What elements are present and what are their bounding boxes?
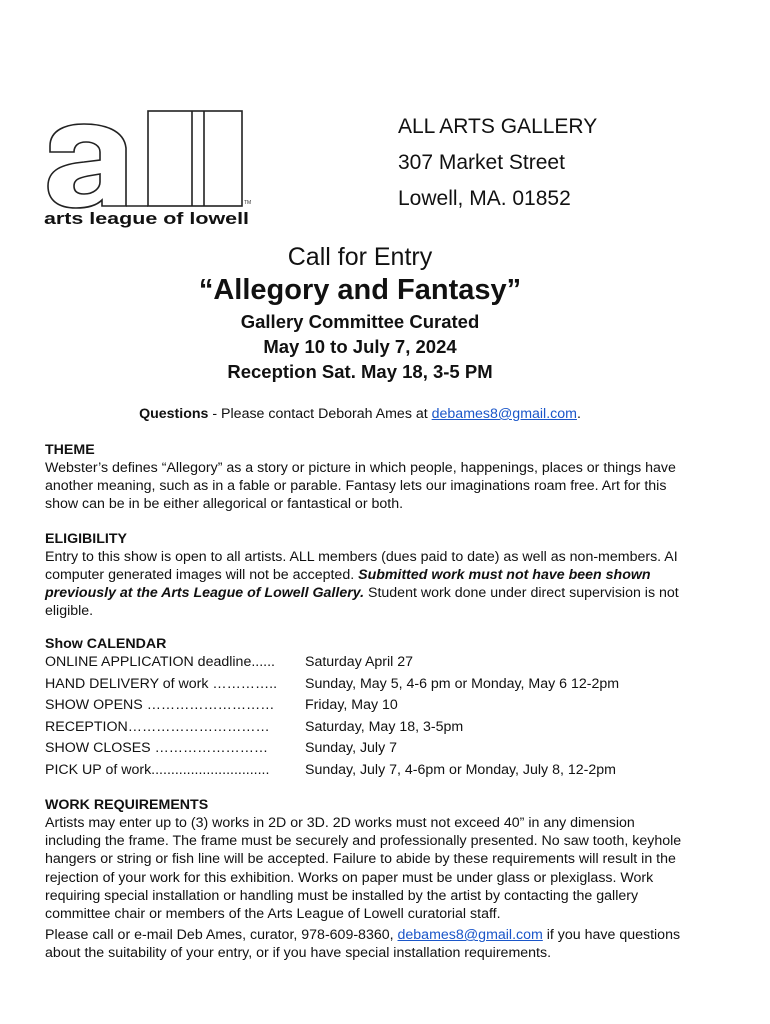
- calendar-value: Sunday, July 7: [305, 740, 398, 756]
- contact-email-link[interactable]: debames8@gmail.com: [431, 406, 577, 422]
- calendar-label: RECEPTION…………………………: [45, 719, 270, 735]
- eligibility-line: eligible.: [45, 603, 94, 619]
- eligibility-line: Entry to this show is open to all artists. ALL members (dues paid to date) as well as non-members. AI: [45, 549, 678, 565]
- calendar-label: ONLINE APPLICATION deadline......: [45, 654, 275, 670]
- theme-line: another meaning, such as in a fable or parable. Fantasy lets our imaginations roam free. Art for this: [45, 478, 667, 494]
- contact-text: Please call or e-mail Deb Ames, curator, 978-609-8360,: [45, 927, 398, 943]
- city-address: Lowell, MA. 01852: [398, 187, 571, 210]
- work-line: Artists may enter up to (3) works in 2D or 3D. 2D works must not exceed 40” in any dimension: [45, 815, 635, 831]
- theme-heading: THEME: [45, 442, 95, 458]
- eligibility-line: [45, 584, 679, 602]
- calendar-label: PICK UP of work..............................: [45, 762, 270, 778]
- reception-info: Reception Sat. May 18, 3-5 PM: [227, 361, 493, 382]
- eligibility-text: computer generated images will not be accepted.: [45, 567, 359, 583]
- eligibility-line: [45, 566, 651, 584]
- svg-text:TM: TM: [244, 200, 252, 206]
- calendar-value: Sunday, May 5, 4-6 pm or Monday, May 6 12-2pm: [305, 676, 620, 692]
- work-requirements-heading: WORK REQUIREMENTS: [45, 797, 209, 813]
- calendar-value: Saturday April 27: [305, 654, 414, 670]
- street-address: 307 Market Street: [398, 151, 565, 174]
- work-line: committee chair or members of the Arts League of Lowell curatorial staff.: [45, 906, 501, 922]
- svg-text:arts league of lowell: arts league of lowell: [44, 209, 249, 228]
- curated-note: Gallery Committee Curated: [240, 311, 480, 332]
- curator-email-link[interactable]: debames8@gmail.com: [397, 927, 543, 943]
- arts-league-logo: [44, 108, 254, 228]
- eligibility-emphasis: previously at the Arts League of Lowell Gallery.: [45, 585, 365, 601]
- calendar-heading: Show CALENDAR: [45, 636, 167, 652]
- theme-line: Webster’s defines “Allegory” as a story or picture in which people, happenings, places or things have: [45, 460, 676, 476]
- questions-line: [0, 406, 720, 422]
- all-logo-icon: [44, 108, 254, 228]
- contact-line: [45, 926, 680, 944]
- calendar-value: Friday, May 10: [305, 697, 398, 713]
- show-dates: May 10 to July 7, 2024: [263, 336, 457, 357]
- questions-end: .: [576, 406, 581, 422]
- calendar-value: Saturday, May 18, 3-5pm: [305, 719, 464, 735]
- questions-text: - Please contact Deborah Ames at: [208, 406, 432, 422]
- calendar-label: SHOW OPENS ………………………: [45, 697, 275, 713]
- questions-label: Questions: [139, 406, 209, 422]
- eligibility-emphasis: Submitted work must not have been shown: [358, 567, 651, 583]
- work-line: rejection of your work for this exhibition. Works on paper must be under glass or plexiglass. Work: [45, 870, 654, 886]
- contact-line: about the suitability of your entry, or if you have special installation requirements.: [45, 945, 552, 961]
- gallery-name: ALL ARTS GALLERY: [398, 115, 598, 138]
- call-for-entry: Call for Entry: [287, 243, 433, 271]
- contact-text: if you have questions: [542, 927, 681, 943]
- calendar-value: Sunday, July 7, 4-6pm or Monday, July 8, 12-2pm: [305, 762, 616, 778]
- calendar-label: HAND DELIVERY of work …………..: [45, 676, 278, 692]
- show-title: “Allegory and Fantasy”: [198, 274, 522, 306]
- eligibility-heading: ELIGIBILITY: [45, 531, 127, 547]
- eligibility-text: Student work done under direct supervision is not: [364, 585, 679, 601]
- work-line: requiring special installation or handling must be installed by the artist by contacting the gallery: [45, 888, 639, 904]
- work-line: hangers or string or fish line will be accepted. Failure to abide by these requirements will result in the: [45, 851, 676, 867]
- theme-line: show can be in be either allegorical or fantastical or both.: [45, 496, 404, 512]
- work-line: including the frame. The frame must be securely and professionally presented. No saw tooth, keyhole: [45, 833, 682, 849]
- calendar-label: SHOW CLOSES ……………………: [45, 740, 269, 756]
